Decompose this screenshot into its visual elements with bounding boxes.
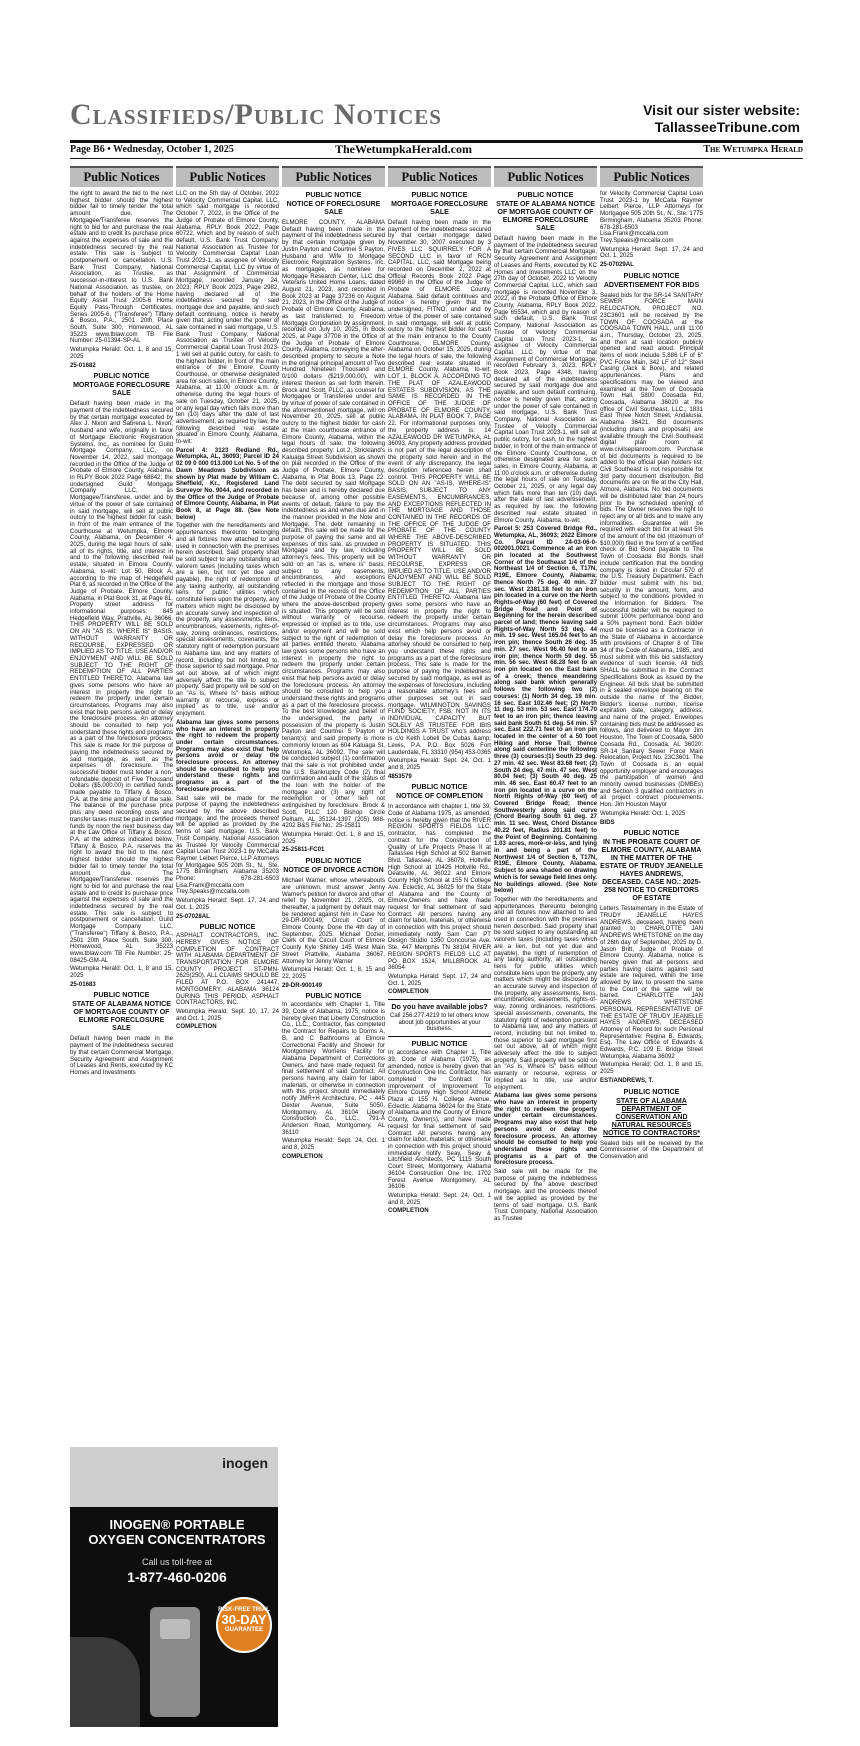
notice-publication: Wetumpka Herald: Oct. 1, 8 and 15, 2025 (600, 1061, 703, 1076)
notice-label: PUBLIC NOTICE (411, 782, 468, 792)
badge-bottom-text: GUARANTEE (224, 1627, 263, 1633)
notice-publication: Wetumpka Herald: Sept. 24, Oct. 1 and 8, 2025 (388, 757, 491, 771)
sister-site-promo (643, 102, 800, 136)
notice-text: Letters Testamentary in the Estate of TRUDY JEANELLE HAYES ANDREWS, deceased, having been granted to CHARLOTTE JAN ANDREWS WHETSTONE on the day of 26th day of September, 2025 by D. Jason Britt, Judge of Probate of Elmore County. Alabama, notice is hereby given that all persons and parties having claims against said estate are required, within the time allowed by law, to present the same to the Court or the same will be barred. CHARLOTTE JAN ANDREWS WHETSTONE PERSONAL REPRESENTATIVE OF THE ESTATE OF TRUDY JEANELLE HAYES ANDREWS, DECEASED Attorney of Record for such Personal Representative: Regina B. Edwards, Esq. The Law Office of Edwards & Edwards, P.C. 109 E. Bridge Street Wetumpka, Alabama 36092 (600, 905, 703, 1060)
notice-redemption-warning: Alabama law gives some persons who have an interest in property the right to redeem the property under certain circumstances. Programs may also exist that help persons avoid or delay the foreclosure process. An attorney should be consulted to help you understand these rights and programs as a part of the foreclosure process. (176, 718, 279, 793)
ad-brand-logo: inogen (222, 1455, 268, 1471)
notice-publication: Wetumpka Herald: Sept. 10, 17, 24 and Oct. 1, 2025 (176, 1007, 279, 1022)
page-title: Classifieds/Public Notices (70, 98, 442, 131)
notice-publication: Wetumpka Herald: Oct. 1, 8 and 15, 2025 (70, 965, 173, 980)
notice-text: In accordance with Chapter 1, Title 39, Code of Alabama, 1975, notice is hereby given that Liberty Construction Co., LLC., Contractor, has completed the Contract for Repairs to Dorms A, B, and C Bathrooms at Elmore Correctional Facility and Shower for Montgomery Womens Facility for Alabama Department of Corrections Owners, and have made request for final settlement of said Contract. All persons having any claim for labor, materials, or otherwise in connection with this project should immediately notify JMR+H Architecture, PC - 445 Dexter Avenue, Suite 5050, Montgomery, AL 36104 Liberty Construction Co., LLC., 791-A Anderson Road, Montgomery, AL 36110 (282, 1001, 385, 1136)
column-header: Public Notices (282, 166, 385, 187)
notice-text: In accordance with chapter 1, title 39, Code of Alabama 1975, as amended, notice is hereby given that the RIVER REGION SPORTS FIELDS LLC, contractor, has completed the contract for the Construction of Quality of Life Projects Phase II at Tallassee High School at 502 Barnett Blvd, Tallassee, AL 36078, Holtville High School at 10425 Holtville Rd., Deatsville, AL 36022 and Elmore County High School at 155 N College Ave. Eclectic, AL 36025 for the State of Alabama and the County of Elmore,Owners and have made request for final settlement of said Contract. All persons having any claim for labor, materials, or otherwise in connection with this project should immediately notify Sam Carr PT Design Studio 1350 Concourse Ave. Ste. 447 Memphis TN 38104 RIVER REGION SPORTS FIELDS LLC AT PO BOX 1524, MILLBROOK AL 36054 (388, 803, 491, 972)
notice-column-1 (70, 166, 173, 1441)
inogen-advertisement[interactable] (70, 1447, 278, 1727)
notice-heading: STATE OF ALABAMA NOTICE OF MORTGAGE COUNTY OF ELMORE FORECLOSURE SALE (496, 201, 595, 232)
section-divider (388, 1036, 491, 1037)
notice-publication: Wetumpka Herald: Sept. 17, 24 and Oct. 1, 2025 (388, 972, 491, 987)
notice-text: Default having been made in the payment of the indebtedness secured by that certain Commercial Mortgage, Security Agreement and Assignment of Leases and Rents, executed by KC Homes and Investments LLC on the 27th day of October, 2022 to Velocity Commercial Capital, LLC, which said mortgage is recorded November 3, 2022, in the Probate Office of Elmore County, Alabama, RPLY Book 2022, Page 65534, which and by reason of such default, U.S. Bank Trust Company, National Association as Trustee of Velocity Commercial Capital Loan Trust 2023-1, as assignee of Velocity Commercial Capital, LLC by virtue of that Assignment of Commercial Mortgage, recorded February 3, 2023, RPLY Book 2023, Page 4348, having declared all of the indebtedness secured by said mortgage due and payable, and such default continuing, notice is hereby given that, acting under the power of sale contained in said mortgage, U.S. Bank Trust Company, National Association as Trustee of Velocity Commercial Capital Loan Trust 2023-1, will sell at public outcry, for cash, to the highest bidder, in front of the main entrance of the Elmore County Courthouse, or otherwise designated area for such sales, in Elmore County, Alabama, at 11:00 o'clock a.m. or otherwise during the legal hours of sale on Tuesday, October 21, 2025, or any legal day which falls more than ten (10) days after the date of last advertisement, as required by law, the following described real estate situated in Elmore County, Alabama, to-wit: (494, 235, 597, 524)
notice-id: COMPLETION (388, 988, 429, 996)
notice-label: PUBLIC NOTICE (305, 856, 362, 866)
notice-heading: NOTICE OF FORECLOSURE SALE (286, 201, 381, 216)
ad-call-label: Call us toll-free at (141, 1557, 213, 1567)
notice-column-3 (282, 166, 385, 1726)
sister-site-link[interactable]: TallasseeTribune.com (654, 119, 800, 135)
notice-label: PUBLIC NOTICE (517, 190, 574, 199)
notice-publication: Wetumpka Herald: Sept. 17, 24 and Oct. 1, 2025 (600, 245, 703, 260)
hand-image (70, 1637, 140, 1727)
notice-id: COMPLETION (388, 1207, 429, 1215)
notice-text: the right to award the bid to the next highest bidder should the highest bidder fail to timely tender the total amount due. The Mortgagee/Transferee reserves the right to bid for and purchase the real estate and to credit its purchase price against the expenses of sale and the indebtedness secured by the real estate. This sale is subject to postponement or cancellation. U.S. Bank Trust Company, National Association, as Trustee, as successor-in-interest to U.S. Bank National Association, as trustee, on behalf of the holders of the Home Equity Asset Trust 2005-6 Home Equity Pass-Through Certificates, Series 2005-6, ("Transferee") Tiffany & Bosco, P.A., 2501 20th Place South, Suite 300, Homewood, AL 35223 www.tblaw.com TB File Number: 25-01394-SP-AL (70, 190, 173, 345)
notice-text: Sealed bids for the SR-14 SANITARY SEWER FORCE MAIN RELOCATION, PROJECT NO. 23C3601 will be received by the TOWN OF COOSADA at the COOSADA TOWN HALL, until 11:00 a.m., Thursday, October 23, 2025, and then at said location publicly opened and read aloud. Principal items of work include 5,886 LF of 6" PVC Force Main, 342 LF of 12" Steel Casing (Jack & Bore), and related appurtenances. Plans and specifications may be viewed and examined at the Town of Coosada Town Hall, 5800 Coosada Rd, Coosada, Alabama 36020 at the office of Civil Southeast, LLC., 1831 East Three Notch Street, Andalusia, Alabama 36421. Bid documents (including plans and proposals) are available through the Civil Southeast digital plan room at www.civilseplanroom.com. Purchase of bid documents is required to be added to the official plan holders list. Civil Southeast is not responsible for 3rd party document distribution. Bid documents are on file at the City Hall, Atmore, Alabama. No bid documents will be distributed later than 24 hours prior to the scheduled opening of bids. The Owner reserves the right to reject any or all bids and to waive any informalities. Guarantee will be required with each bid for at least 5% of the amount of the bid (maximum of $10,000) filed in the form of a certified check or Bid Bond payable to The Town of Coosada. Bid Bonds shall include certification that the bonding company is listed in Circular 570 of the U.S. Treasury Department. Each bidder must submit with his bid, security in the amount, form, and subject to the conditions provided in the Information for Bidders. The successful bidder will be required to submit 100% performance bond and a 50% payment bond. Each bidder must be licensed as a Contractor in the State of Alabama in accordance with provisions of Chapter 8 of Title 34 of the Code of Alabama, 1985, and must submit with this bid satisfactory evidence of such license. All bids SHALL be submitted in the Contract Specifications Book as issued by the Engineer. All bids shall be submitted in a sealed envelope bearing on the outside the name of the Bidder, Bidder's license number, license expiration date, category, address, and name of the project. Envelopes containing bids must be addressed as follows, and delivered to Mayor Jim Houston, The Town of Coosada, 5800 Coosada Rd., Coosada, AL 36020: SR-14 Sanitary Sewer Force Main Relocation, Project No. 23C3601. The Town of Coosada is an equal opportunity employer and encourages the participation of women and minority owned businesses (DMBEs) and Section 3 qualified contractors in all project contract procurements. Hon. Jim Houston Mayor (600, 291, 703, 809)
notice-label: PUBLIC NOTICE (623, 1086, 680, 1096)
notice-publication: Wetumpka Herald: Oct. 1, 8, 15 and 22, 2025 (282, 966, 385, 980)
notice-id: 25-01683 (70, 980, 96, 988)
notice-heading: MORTGAGE FORECLOSURE SALE (391, 201, 488, 216)
notice-text: Default having been made in the payment of the indebtedness secured by that certain mortgage executed by Alex J. Nixon and Sabrena L. Nixon, husband and wife, originally in favor of Mortgage Electronic Registration Systems, Inc., as nominee for Guild Mortgage Company, LLC, on November 14, 2022, said mortgage recorded in the Office of the Judge of Probate of Elmore County, Alabama, in RLPY Book 2022 Page 68842; the undersigned Guild Mortgage Company LLC, as Mortgagee/Transferee, under and by virtue of the power of sale contained in said mortgage, will sell at public outcry to the highest bidder for cash, in front of the main entrance of the Courthouse at Wetumpka, Elmore County, Alabama, on December 4, 2025, during the legal hours of sale, all of its rights, title, and interest in and to the following described real estate, situated in Elmore County, Alabama, to-wit: Lot 50, Block A, according to the map of Hedgefield Plat 6, as recorded in the Office of the Judge of Probate, Elmore County, Alabama, in Plat Book 31, at Page 81. Property street address for informational purposes: 845 Hedgefield Way, Prattville, AL 36066. THIS PROPERTY WILL BE SOLD ON AN "AS IS, WHERE IS" BASIS, WITHOUT WARRANTY OR RECOURSE, EXPRESSED OR IMPLIED AS TO TITLE, USE AND/OR ENJOYMENT AND WILL BE SOLD SUBJECT TO THE RIGHT OF REDEMPTION OF ALL PARTIES ENTITLED THERETO. Alabama law gives some persons who have an interest in property the right to redeem the property under certain circumstances. Programs may also exist that help persons avoid or delay the foreclosure process. An attorney should be consulted to help you understand these rights and programs as a part of the foreclosure process. This sale is made for the purpose of paying the indebtedness secured by said mortgage, as well as the expenses of foreclosure. The successful bidder must tender a non-refundable deposit of Five Thousand Dollars ($5,000.00) in certified funds made payable to Tiffany & Bosco, P.A. at the time and place of the sale. The balance of the purchase price plus any deed recording costs and transfer taxes must be paid in certified funds by noon the next business day at the Law Office of Tiffany & Bosco, P.A. at the address indicated below. Tiffany & Bosco, P.A. reserves the right to award the bid to the next highest bidder should the highest bidder fail to timely tender the total amount due. The Mortgagee/Transferee reserves the right to bid for and purchase the real estate and to credit its purchase price against the expenses of sale and the indebtedness secured by the real estate. This sale is subject to postponement or cancellation. Guild Mortgage Company LLC, ("Transferee") Tiffany & Bosco, P.A., 2501 20th Place South, Suite 300, Homewood, AL 35223 www.tblaw.com TB File Number: 25-08425-GM-AL (70, 400, 173, 964)
folio-line (70, 143, 803, 159)
notice-text: Default having been made in the payment of the indebtedness secured by that certain mortgage dated November 30, 2007 executed by 3 FIVES LLC SQUIRRELY FOR A SECOND LLC in favor of RCN CAPITAL, LLC, said Mortgage being recorded on December 2, 2022 at Official Records Book 2022 Page 69969 in the Office of the Judge of Probate of ELMORE County, Alabama. Said default continues and notice is hereby given that the undersigned, FITNO, under and by virtue of the power of sale contained in said mortgage, will sell at public outcry to the highest bidder for cash at the main entrance to the County Courthouse, ELMORE County, Alabama on October 15, 2025, during the legal hours of sale, the following described real estate situated in ELMORE County, Alabama, to-wit: LOT 1, BLOCK A, ACCORDING TO THE PLAT OF AZALEAWOOD ESTATES SUBDIVISION, AS THE SAME IS RECORDED IN THE OFFICE OF THE JUDGE OF PROBATE OF ELMORE COUNTY, ALABAMA, IN PLAT BOOK 7, PAGE 22. For informational purposes only, the property address is: 14 AZALEAWOOD DR WETUMPKA, AL 36093. Any property address provided is not part of the legal description of the property sold herein and in the event of any discrepancy, the legal description referenced herein shall control. THIS PROPERTY WILL BE SOLD ON AN "AS-IS, WHERE-IS" BASIS, SUBJECT TO ANY EASEMENTS, ENCUMBRANCES, AND EXCEPTIONS REFLECTED IN THE MORTGAGE AND THOSE CONTAINED IN THE RECORDS OF THE OFFICE OF THE JUDGE OF PROBATE OF THE COUNTY WHERE THE ABOVE-DESCRIBED PROPERTY IS SITUATED. THIS PROPERTY WILL BE SOLD WITHOUT WARRANTY OR RECOURSE, EXPRESS OR IMPLIED AS TO TITLE, USE AND/OR ENJOYMENT AND WILL BE SOLD SUBJECT TO THE RIGHT OF REDEMPTION OF ALL PARTIES ENTITLED THERETO. Alabama law gives some persons who have an interest in property the right to redeem the property under certain circumstances. Programs may also exist which help persons avoid or delay the foreclosure process. An attorney should be consulted to help you understand these rights and programs as a part of the foreclosure process. This sale is made for the purpose of paying the indebtedness secured by said mortgage, as well as the expenses of foreclosure, including a reasonable attorney's fees and other purposes set out in said mortgage. WILMINGTON SAVINGS FUND SOCIETY, FSB, NOT IN ITS INDIVIDUAL CAPACITY BUT SOLELY AS TRUSTEE FOR IBIS HOLDINGS A TRUST who's address is c/o Keith Lobell De Cubas &amp; Lewis, P.A. P.O. Box 5026 Fort Lauderdale, FL 33310 (954) 453-0365 (388, 219, 491, 756)
notice-column-6 (600, 166, 703, 1726)
notice-label: PUBLIC NOTICE (411, 190, 468, 199)
folio-page-date: Page B6 • Wednesday, October 1, 2025 (70, 144, 234, 155)
section-divider (388, 999, 491, 1000)
notice-redemption-warning: Alabama law gives some persons who have an interest in property the right to redeem the property under certain circumstances. Programs may also exist that help persons avoid or delay the foreclosure process. An attorney should be consulted to help you understand these rights and programs as a part of the foreclosure process. (494, 1092, 597, 1167)
notice-label: PUBLIC NOTICE (199, 922, 256, 932)
ad-banner (70, 1447, 278, 1507)
notice-publication: Wetumpka Herald: Oct. 1, 8 and 15, 2025 (282, 830, 385, 845)
notice-id: COMPLETION (176, 1023, 217, 1031)
notice-publication: Wetumpka Herald: Sept. 17, 24 and Oct. 1, 2025 (176, 897, 279, 911)
ad-body (70, 1507, 278, 1727)
notice-text: Said sale will be made for the purpose of paying the indebtedness secured by the above described mortgage, and the proceeds thereof will be applied as provided by the terms of said mortgage. U.S. Bank Trust Company, National Association as Trustee for Velocity Commercial Capital Loan Trust 2023-1 by McCalla Raymer Leibert Pierce, LLP Attorneys for Mortgagee 505 20th St., N., Ste. 1775 Birmingham, Alabama 35203 Phone: 678-281-6503 Lisa.Frank@mccalla.com Trey.Speaks@mccalla.com (176, 794, 279, 896)
notice-heading: IN THE PROBATE COURT OF ELMORE COUNTY, ALABAMA IN THE MATTER OF THE ESTATE OF TRUDY JEANELLE HAYES ANDREWS, DECEASED. CASE NO.: 2025-258 NOTICE TO CREDITORS OF ESTATE (600, 839, 703, 903)
notice-heading: STATE OF ALABAMA NOTICE OF MORTGAGE COUNTY OF ELMORE FORECLOSURE SALE (72, 1001, 171, 1033)
notice-text: Said sale will be made for the purpose of paying the indebtedness secured by the above described mortgage, and the proceeds thereof will be applied as provided by the terms of said mortgage. U.S. Bank Trust Company, National Association as Trustee (494, 1168, 597, 1222)
notice-label: PUBLIC NOTICE (411, 1039, 468, 1049)
folio-rule (70, 158, 803, 159)
notice-text: Default having been made in the payment of the indebtedness secured by that certain Commercial Mortgage, Security Agreement and Assignment of Leases and Rents, executed by KC Homes and Investments (70, 1035, 173, 1076)
folio-publication: The Wetumpka Herald (703, 144, 803, 155)
notice-text: LLC on the 5th day of October, 2022 to Velocity Commercial Capital, LLC, which said mortgage is recorded October 7, 2022, in the Office of the Judge of Probate of Elmore County, Alabama, RPLY Book 2022, Page 60722, which and by reason of such default, U.S. Bank Trust Company, National Association as Trustee for Velocity Commercial Capital Loan Trust 2023-1, as assignee of Velocity Commercial Capital, LLC by virtue of that Assignment of Commercial Mortgage, recorded January 24, 2023, RPLY Book 2023, Page 2982, having declared all of the indebtedness secured by said mortgage due and payable, and such default continuing, notice is hereby given that, acting under the power of sale contained in said mortgage, U.S. Bank Trust Company, National Association as Trustee of Velocity Commercial Capital Loan Trust 2023-1 will sell at public outcry, for cash, to the highest bidder, in front of the main entrance of the Elmore County Courthouse, or otherwise designated area for such sales, in Elmore County, Alabama, at 11:00 o'clock a.m. or otherwise during the legal hours of sale on Tuesday, October 21, 2025, or any legal day which falls more than ten (10) days after the date of last advertisement, as required by law, the following described real estate situated in Elmore County, Alabama, to-wit: (176, 190, 279, 446)
notice-label: PUBLIC NOTICE (305, 991, 362, 1001)
ad-phone-number[interactable]: 1-877-460-0206 (127, 1569, 227, 1585)
notice-heading: STATE OF ALABAMA DEPARTMENT OF CONSERVATION AND NATURAL RESOURCES NOTICE TO CONTRACTORS* (603, 1097, 700, 1137)
notice-label: PUBLIC NOTICE (305, 190, 362, 199)
notice-id: 29-DR-900149 (282, 981, 322, 989)
notice-column-5 (494, 166, 597, 1726)
notice-publication: Wetumpka Herald: Sept. 24, Oct. 1 and 8, 2025 (282, 1137, 385, 1152)
notice-legal-description: Parcel 4: 3123 Redland Rd., Wetumpka, AL, 36093; Parcel ID 24 02 09 0 000 013.000 Lot No. 5 of the Dawn Meadows Subdivision as shown by Plat made by William C. Sheffield, Kr., Registered Land Surveyor No. 9044, and recorded in the Office of the Judge of Probate of Elmore County, Alabama, in Plat Book 8, at Page 88. (See Note below) (176, 446, 279, 521)
notice-publication: Wetumpka Herald: Oct. 1, 2025 (600, 809, 686, 817)
notice-id: EST/ANDREWS, T. (600, 1076, 654, 1084)
notice-text: Together with the hereditaments and appurtenances thereunto belonging and all fixtures now attached to and used in connection with the premises herein described. Said property shall be sold subject to any outstanding ad valorem taxes (including taxes which are a lien, but not yet due and payable), the right of redemption of any taxing authority, all outstanding liens for public utilities which constitute liens upon the property, any matters which might be disclosed by an accurate survey and inspection of the property, any assessments, liens, encumbrances, easements, rights-of-way, zoning ordinances, restrictions, special assessments, covenants, the statutory right of redemption pursuant to Alabama law, and any matters of record, including but not limited to, those superior to said mortgage first set out above, all of which might adversely affect the title to subject property. Said property will be sold on an "As Is, Where Is" basis without warranty or recourse, express or implied as to title, use and/or enjoyment. (494, 895, 597, 1091)
notice-heading: ADVERTISEMENT FOR BIDS (603, 281, 700, 289)
notice-id: 4853579 (388, 772, 412, 780)
notice-publication: Wetumpka Herald: Oct. 1, 8 and 15, 2025 (70, 346, 173, 360)
notice-label: PUBLIC NOTICE (623, 270, 680, 280)
folio-website[interactable]: TheWetumpkaHerald.com (335, 142, 472, 156)
notice-publication: Wetumpka Herald: Sept. 24, Oct. 1 and 8, 2025 (388, 1191, 491, 1206)
notice-column-2 (176, 166, 279, 1441)
column-header: Public Notices (388, 166, 491, 187)
jobs-promo-title: Do you have available jobs? (391, 1002, 488, 1012)
column-header: Public Notices (600, 166, 703, 187)
notice-id: BIDS (600, 818, 615, 826)
notice-text: ELMORE COUNTY, ALABAMA Default having been made in the payment of the indebtedness secured by that certain mortgage given by Justin Payton and Courtnei S Payton, Husband and Wife to Mortgage Electronic Registration Systems, Inc. as mortgagee, as nominee for Mortgage Research Center, LLC dba Veterans United Home Loans, dated August 21, 2023, and recorded in Book 2023 at Page 37236 on August 21, 2023, in the Office of the Judge of Probate of Elmore County, Alabama, as last transferred to Freedom Mortgage Corporation by assignment, recorded on July 10, 2025, in Book 2025, at Page 37708 in the Office of the Judge of Probate of Elmore County, Alabama, conveying the after-described property to secure a Note in the original principal amount of Two Hundred Nineteen Thousand and 0/100 dollars ($219,000.00), with interest thereon as set forth therein. Brock and Scott, PLLC, as counsel for Mortgagee or Transferee under and by virtue of power of sale contained in the aforementioned mortgage, will on November 20, 2025, sell at public outcry to the highest bidder for cash at the main courthouse entrance of Elmore County, Alabama, within the legal hours of sale, the following described property: Lot 2, Strickland's Kaluaga Street Subdivision as shown on plat recorded in the Office of the Judge of Probate, Elmore County, Alabama, in Plat Book 13, Page 22. The debt secured by said Mortgage has been and is hereby declared due because of, among other possible events of default, failure to pay the indebtedness as and when due and in the manner provided in the Note and Mortgage. The debt remaining in default, this sale will be made for the purpose of paying the same and all expenses of this sale, as provided in Mortgage and by law, including attorney's fees. This property will be sold on an "as is, where is" basis, subject to any easements, encumbrances, and exceptions reflected in the mortgage and those contained in the records of the Office of the Judge of Probate of the County where the above-described property is situated. This property will be sold without warranty or recourse, expressed or implied as to title, use and/or enjoyment and will be sold subject to the right of redemption of all parties entitled thereto. Alabama law gives some persons who have an interest in property the right to redeem the property under certain circumstances. Programs may also exist that help persons avoid or delay the foreclosure process. An attorney should be consulted to help you understand these rights and programs as a part of the foreclosure process. To the best knowledge and belief of the undersigned, the party in possession of the property is Justin Payton and Courtnei S Payton or tenant(s); and said property is more commonly known as 604 Kaluaga St, Wetumpka, AL 36092. The sale will be conducted subject (1) confirmation that the sale is not prohibited under the U.S. Bankruptcy Code (2) final confirmation and audit of the status of the loan with the holder of the mortgage and (3) any right of redemption or other lien not extinguished by foreclosure. Brock & Scott, PLLC 120 Bishop Circle Pelham, AL 35124-1397 (205) 988-4202 B&S File No.: 25-25811 (282, 219, 385, 830)
notice-id: COMPLETION (282, 1152, 323, 1160)
column-header: Public Notices (494, 166, 597, 187)
notice-text: ASPHALT CONTRACTORS, INC. HEREBY GIVES NOTICE OF COMPLETION OF CONTRACT WITH ALABAMA DEPARTMENT OF TRANSPORTATION FOR ELMORE COUNTY PROJECT ST-PMN-2625(250). ALL CLAIMS SHOULD BE FILED AT P.O. BOX 241447, MONTGOMERY, ALABAMA 36124 DURING THIS PERIOD. ASPHALT CONTRACTORS, INC. (176, 932, 279, 1007)
visit-label: Visit our sister website: (643, 102, 800, 118)
notice-text: Michael Warner, whose whereabouts are unknown, must answer Jenny Warner's petition for divorce and other relief by November 21, 2025, or, thereafter, a judgment by default may be rendered against him in Case No 29-DR-900149, Circuit Court of Elmore County. Done the 4th day of September, 2025. Michael Dozier, Clerk of the Circuit Court of Elmore County Kyle Shirley 145 West Main Street Prattville, Alabama 36067, Attorney for Jenny Warner (282, 877, 385, 965)
badge-top-text: RISK-FREE TRIAL (218, 1607, 270, 1613)
notice-heading: NOTICE OF DIVORCE ACTION (283, 867, 384, 875)
notice-label: PUBLIC NOTICE (93, 371, 150, 381)
notice-label: PUBLIC NOTICE (93, 990, 150, 1000)
notice-text: Sealed bids will be received by the Commissioner of the Department of Conservation and (600, 1139, 703, 1160)
notice-text: for Velocity Commercial Capital Loan Trust 2023-1 by McCalla Raymer Leibert Pierce, LLP Attorneys for Mortgagee 505 20th St., N., Ste. 1775 Birmingham, Alabama 35203 Phone: 678-281-6503 Lisa.Frank@mccalla.com Trey.Speaks@mccalla.com (600, 190, 703, 244)
notice-column-4 (388, 166, 491, 1726)
notice-heading: NOTICE OF COMPLETION (396, 793, 483, 801)
badge-main-text: 30-DAY (221, 1612, 267, 1627)
notice-text: Together with the hereditaments and appurtenances thereunto belonging and all fixtures now attached to and used in connection with the premises herein described. Said property shall be sold subject to any outstanding ad valorem taxes (including taxes which are a lien, but not yet due and payable), the right of redemption of any taxing authority, all outstanding liens for public utilities which constitute liens upon the property, any matters which might be disclosed by an accurate survey and inspection of the property, any assessments, liens, encumbrances, easements, rights-of-way, zoning ordinances, restrictions, special assessments, covenants, the statutory right of redemption pursuant to Alabama law, and any matters of record, including but not limited to, those superior to said mortgage. Prior set out above, all of which might adversely affect the title to subject property. Said property will be sold on an "As Is, Where Is" basis without warranty or recourse, express or implied as to title, use and/or enjoyment. (176, 522, 279, 718)
notice-legal-description: Parcel 5: 253 Covered Bridge Rd., Wetumpka, AL, 36093; 2022 Elmore Co. Parcel ID 24-03-06-0-002001.0021 Commence at an iron pin located at the Southwest Corner of the Southeast 1/4 of the Northeast 1/4 of Section 6, T17N, R19E, Elmore County, Alabama; thence North 75 deg. 40 min. 27 sec. West 2381.18 feet to an iron pin located in a curve on the North Rights-of-Way (60 feet) of Covered Bridge Road and Point of Beginning for the herein described parcel of land; thence leaving said Rights-of-Way North 53 deg. 44 min. 19 sec. West 165.04 feet to an iron pin; thence South 26 deg. 35 min. 27 sec. West 96.40 feet to an iron pin; thence North 59 deg. 55 min. 56 sec. West 68.28 feet to an iron pin located on the East bank of a creek; thence meandering along said bank which generally follows the following two (2) courses: (1) North 34 deg. 19 min. 16 sec. East 102.46 feet; (2) North 11 deg. 53 min. 53 sec. East 174.70 feet to an iron pin; thence leaving said bank South 61 deg. 54 min. 57 sec. East 222.71 feet to an iron pin located in the center of a 50 foot Hiking and Horse Trail; thence along said centerline the following three (3) courses:(1) South 23 deg. 27 min. 42 sec. West 83.68 feet; (2) South 24 deg. 47 min. 47 sec. West 80.04 feet; (3) South 40 deg. 25 min. 46 sec. East 60.47 feet to an iron pin located in a curve on the North Rights of-Way (60 feet) of Covered Bridge Road; thence Southwesterly along said curve (Chord Bearing South 61 deg. 27 min. 11 sec. West, Chord Distance 40.22 feet, Radius 201.81 feet) to the Point of Beginning. Containing 1.03 acres, more-or-less, and lying in and being a part of the Northwest 1/4 of Section 6, T17N, R19E, Elmore County, Alabama. Subject to area shaded on drawing which is for sewage field lines only. No buildings allowed. (See Note below) (494, 525, 597, 895)
notice-id: 25-01682 (70, 361, 96, 369)
oxygen-concentrator-image (150, 1607, 200, 1717)
notice-id: 25-25811-FC01 (282, 846, 325, 854)
notice-heading: MORTGAGE FORECLOSURE SALE (73, 382, 170, 398)
notice-id: 25-07028AL (176, 912, 210, 920)
column-header: Public Notices (70, 166, 173, 187)
notice-label: PUBLIC NOTICE (623, 828, 680, 838)
notice-text: In accordance with Chapter 1, Title 39, Code of Alabama (1975), as amended, notice is hereby given that Construction One Inc. Contractor, has completed the Contract for Improvement of Improvement To Elmore County High School Athletic Plaza at 155 N. College Avenue, Eclectic, Alabama 36024 for the State of Alabama and the County of Elmore County, Owner(s), and have made request for final settlement of said Contract. All persons having any claim for labor, materials, or otherwise in connection with this project should immediately notify Seay, Seay & Litchfield Architects, PC 1115 South Court Street, Montgomery, Alabama 36104 Construction One Inc. 1702 Forest Avenue Montgomery, AL 36106 (388, 1049, 491, 1191)
notice-id: 25-07029AL (600, 261, 634, 269)
ad-headline: INOGEN® PORTABLE OXYGEN CONCENTRATORS (88, 1517, 266, 1547)
jobs-promo-body: Call 256.277.4219 to let others know about job opportunities at your business. (390, 1012, 489, 1033)
guarantee-badge-icon (216, 1597, 272, 1653)
column-header: Public Notices (176, 166, 279, 187)
